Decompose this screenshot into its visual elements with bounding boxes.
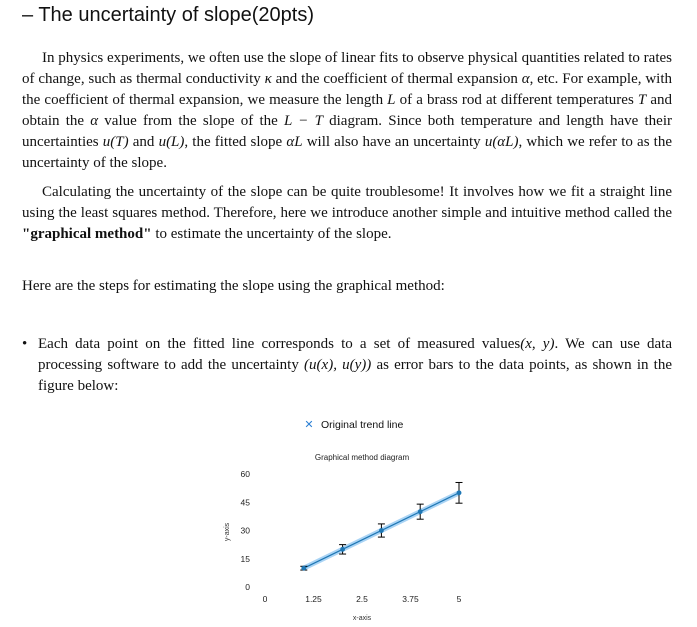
data-point	[418, 509, 423, 514]
bullet-marker: •	[22, 336, 28, 352]
bullet-item: Each data point on the fitted line corresponds to a set of measured values(x, y). We can use data processing software to add the uncertainty (u(x), u(y)) as error bars to the data points, as shown in the figure below:	[38, 336, 673, 394]
x-axis-label: x-axis	[352, 615, 372, 622]
method-paragraph: Calculating the uncertainty of the slope can be quite troublesome! It involves how we fit a straight line using the least squares method. Therefore, here we introduce another simple and intuitive method called the "graphical method" to estimate the uncertainty of the slope.	[22, 184, 672, 242]
data-point	[379, 528, 384, 533]
data-point	[340, 547, 345, 552]
y-tick-label: 30	[240, 525, 250, 536]
x-tick-label: 1.25	[305, 594, 322, 604]
legend-label: Original trend line	[321, 419, 404, 431]
x-tick-label: 3.75	[402, 594, 419, 604]
intro-paragraph: In physics experiments, we often use the slope of linear fits to observe physical quantities related to rates of change, such as thermal conductivity κ and the coefficient of thermal expansion α, etc. For example, with the coefficient of thermal expansion, we measure the length L of a brass rod at different temperatures T and obtain the α value from the slope of the L − T diagram. Since both temperature and length have their uncertainties u(T) and u(L), the fitted slope αL will also have an uncertainty u(αL), which we refer to as the uncertainty of the slope.	[22, 50, 673, 171]
legend-marker: ✕	[304, 419, 314, 431]
x-tick-label: 5	[456, 594, 462, 604]
data-point	[301, 566, 306, 571]
y-axis-label: y-axis	[224, 522, 231, 542]
plot-area	[241, 469, 463, 604]
y-tick-label: 15	[240, 553, 250, 564]
steps-intro: Here are the steps for estimating the slope using the graphical method:	[22, 278, 445, 294]
graphical-method-chart	[215, 410, 485, 624]
data-point	[457, 490, 462, 495]
y-tick-label: 60	[240, 469, 250, 479]
x-tick-label: 0	[262, 594, 268, 604]
y-tick-label: 45	[240, 497, 250, 508]
section-title: – The uncertainty of slope(20pts)	[22, 4, 315, 26]
x-tick-label: 2.5	[356, 594, 368, 604]
chart-title: Graphical method diagram	[314, 453, 410, 462]
y-tick-label: 0	[245, 582, 250, 592]
